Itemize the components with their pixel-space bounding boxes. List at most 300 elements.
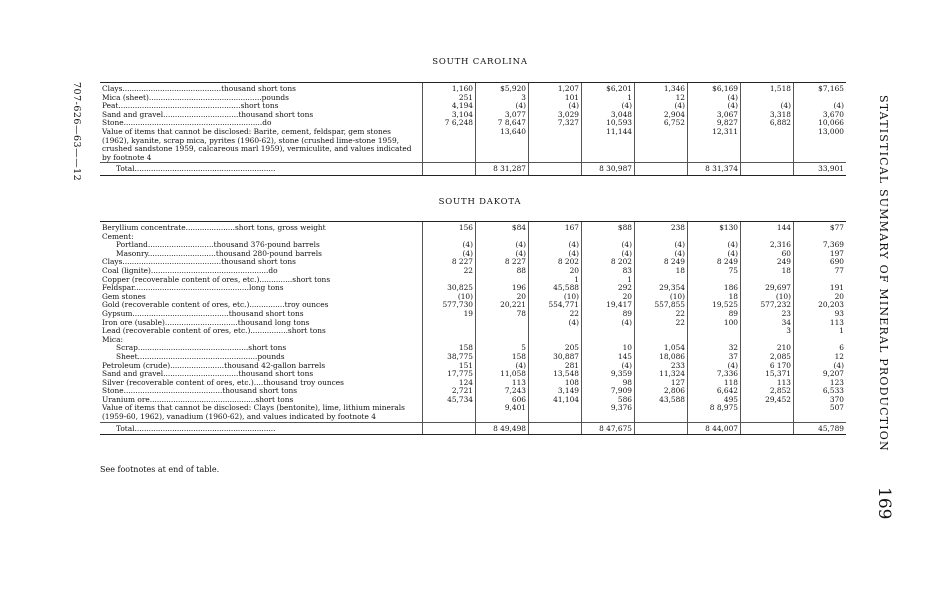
unit-label: short tons bbox=[292, 275, 331, 284]
value-cell: 30,825 bbox=[423, 284, 476, 293]
value-cell: 124 bbox=[423, 379, 476, 388]
value-cell: 8 227 bbox=[423, 258, 476, 267]
value-cell: 127 bbox=[635, 379, 688, 388]
value-cell: (4) bbox=[582, 241, 635, 250]
value-cell: 196 bbox=[476, 284, 529, 293]
value-cell: 118 bbox=[688, 379, 741, 388]
value-cell: $6,201 bbox=[582, 83, 635, 94]
value-cell: 45,588 bbox=[529, 284, 582, 293]
value-cell: 5 bbox=[476, 344, 529, 353]
unit-label: thousand 376-pound barrels bbox=[213, 241, 320, 250]
value-cell: 20 bbox=[794, 293, 847, 302]
value-cell: 145 bbox=[582, 353, 635, 362]
value-cell: 123 bbox=[794, 379, 847, 388]
value-cell: 60 bbox=[741, 250, 794, 259]
row-label bbox=[100, 319, 423, 328]
value-cell: 2,721 bbox=[423, 387, 476, 396]
value-cell: 89 bbox=[688, 310, 741, 319]
total-value-cell: 8 44,007 bbox=[688, 422, 741, 435]
value-cell: 100 bbox=[688, 319, 741, 328]
item-name: Clays bbox=[102, 84, 123, 93]
unit-label: long tons bbox=[248, 284, 284, 293]
value-cell: 2,852 bbox=[741, 387, 794, 396]
total-value-cell bbox=[635, 163, 688, 176]
leader-dots: ................................................. bbox=[133, 284, 249, 293]
value-cell: 2,085 bbox=[741, 353, 794, 362]
row-label bbox=[100, 284, 423, 293]
value-cell: 9,359 bbox=[582, 370, 635, 379]
value-cell: 8 249 bbox=[635, 258, 688, 267]
table-row bbox=[100, 404, 846, 422]
value-cell: 281 bbox=[529, 362, 582, 371]
value-cell: 7 8,647 bbox=[476, 119, 529, 128]
unit-label: short tons, gross weight bbox=[234, 223, 326, 232]
page-number-text: 169 bbox=[874, 487, 894, 520]
total-value-cell bbox=[529, 163, 582, 176]
item-name: Uranium ore bbox=[102, 395, 150, 404]
printer-reference-text: 707-626—63——12 bbox=[71, 82, 82, 182]
value-cell: 495 bbox=[688, 396, 741, 405]
leader-dots: ....................... bbox=[170, 361, 225, 370]
leader-dots: ............................................. bbox=[149, 395, 256, 404]
value-cell: 30,887 bbox=[529, 353, 582, 362]
value-cell: 3,067 bbox=[688, 111, 741, 120]
value-cell: 3,048 bbox=[582, 111, 635, 120]
value-cell: 7,369 bbox=[794, 241, 847, 250]
value-cell: (4) bbox=[582, 102, 635, 111]
value-cell: 11,058 bbox=[476, 370, 529, 379]
item-name: Stone bbox=[102, 387, 124, 396]
section-title-south-carolina: SOUTH CAROLINA bbox=[432, 57, 528, 67]
total-value-cell bbox=[529, 422, 582, 435]
item-name: Lead (recoverable content of ores, etc.) bbox=[102, 327, 251, 336]
value-cell: 1 bbox=[794, 327, 847, 336]
value-cell bbox=[635, 404, 688, 422]
value-cell: 554,771 bbox=[529, 301, 582, 310]
value-cell: (4) bbox=[635, 250, 688, 259]
table-row bbox=[100, 83, 846, 94]
value-cell: 13,640 bbox=[476, 128, 529, 163]
value-cell: 370 bbox=[794, 396, 847, 405]
row-label bbox=[100, 276, 423, 285]
total-label bbox=[100, 422, 423, 435]
value-cell: 186 bbox=[688, 284, 741, 293]
total-row bbox=[100, 163, 846, 176]
row-label bbox=[100, 396, 423, 405]
value-cell: (4) bbox=[635, 241, 688, 250]
value-cell: 12 bbox=[635, 94, 688, 103]
value-cell: 3,318 bbox=[741, 111, 794, 120]
value-cell: 577,730 bbox=[423, 301, 476, 310]
row-label bbox=[100, 111, 423, 120]
table-row bbox=[100, 128, 846, 163]
value-cell: 577,232 bbox=[741, 301, 794, 310]
value-cell: 11,324 bbox=[635, 370, 688, 379]
value-cell: 158 bbox=[476, 353, 529, 362]
unit-label: do bbox=[262, 119, 272, 128]
value-cell: $84 bbox=[476, 222, 529, 233]
row-label bbox=[100, 102, 423, 111]
value-cell bbox=[688, 327, 741, 336]
value-cell: 3,104 bbox=[423, 111, 476, 120]
value-cell bbox=[794, 336, 847, 345]
total-text: Total bbox=[116, 164, 135, 174]
leader-dots: ............................... bbox=[164, 318, 238, 327]
running-head-text: STATISTICAL SUMMARY OF MINERAL PRODUCTION bbox=[877, 95, 890, 452]
unit-label: do bbox=[268, 266, 278, 275]
row-label bbox=[100, 128, 423, 163]
total-label bbox=[100, 163, 423, 176]
value-cell: 3,029 bbox=[529, 111, 582, 120]
value-cell: 18 bbox=[688, 293, 741, 302]
value-cell: 34 bbox=[741, 319, 794, 328]
value-cell: 75 bbox=[688, 267, 741, 276]
row-label bbox=[100, 267, 423, 276]
leader-dots: .......................................... bbox=[123, 387, 223, 396]
value-cell: 29,452 bbox=[741, 396, 794, 405]
value-cell: 8 202 bbox=[582, 258, 635, 267]
total-value-cell: 8 31,374 bbox=[688, 163, 741, 176]
leader-dots: .................................................... bbox=[118, 102, 241, 111]
item-name: Petroleum (crude) bbox=[102, 361, 171, 370]
item-name: Stone bbox=[102, 119, 124, 128]
value-cell: (4) bbox=[688, 250, 741, 259]
value-cell: 606 bbox=[476, 396, 529, 405]
total-value-cell bbox=[423, 163, 476, 176]
value-cell: $7,165 bbox=[794, 83, 847, 94]
value-cell: (4) bbox=[794, 362, 847, 371]
value-cell: 690 bbox=[794, 258, 847, 267]
value-cell: 18 bbox=[635, 267, 688, 276]
value-cell: (4) bbox=[688, 362, 741, 371]
value-cell: 3,670 bbox=[794, 111, 847, 120]
value-cell: (4) bbox=[423, 241, 476, 250]
leader-dots: .................................................. bbox=[150, 266, 269, 275]
leader-dots: .......................................... bbox=[122, 84, 222, 93]
value-cell: 292 bbox=[582, 284, 635, 293]
value-cell: 6,533 bbox=[794, 387, 847, 396]
value-cell: 167 bbox=[529, 222, 582, 233]
item-name: Iron ore (usable) bbox=[102, 318, 165, 327]
value-cell: (4) bbox=[529, 241, 582, 250]
value-cell: 6 170 bbox=[741, 362, 794, 371]
leader-dots: ............................................... bbox=[137, 344, 249, 353]
value-cell: 3,077 bbox=[476, 111, 529, 120]
footnote-reference: See footnotes at end of table. bbox=[100, 465, 220, 474]
row-label bbox=[100, 233, 423, 242]
value-cell bbox=[741, 404, 794, 422]
value-cell: 20 bbox=[476, 293, 529, 302]
value-cell: 32 bbox=[688, 344, 741, 353]
unit-label: thousand short tons bbox=[222, 387, 298, 396]
value-cell: 29,697 bbox=[741, 284, 794, 293]
value-cell: (4) bbox=[476, 102, 529, 111]
unit-label: short tons bbox=[240, 102, 279, 111]
item-name: Scrap bbox=[116, 344, 138, 353]
row-label bbox=[100, 387, 423, 396]
value-cell: 6 bbox=[794, 344, 847, 353]
value-cell bbox=[529, 327, 582, 336]
item-name: Copper (recoverable content of ores, etc.) bbox=[102, 275, 260, 284]
value-cell: 7,909 bbox=[582, 387, 635, 396]
value-cell bbox=[529, 128, 582, 163]
unit-label: thousand 42-gallon barrels bbox=[224, 361, 326, 370]
total-row bbox=[100, 422, 846, 435]
value-cell: 151 bbox=[423, 362, 476, 371]
value-cell: 9,827 bbox=[688, 119, 741, 128]
value-cell: (4) bbox=[635, 102, 688, 111]
row-label bbox=[100, 250, 423, 259]
item-name: Value of items that cannot be disclosed: Clays (bentonite), lime, lithium minerals (1959-60, 1962), vanadium (1960-62), and values indicated by footnote 4 bbox=[102, 404, 405, 422]
value-cell: 6,752 bbox=[635, 119, 688, 128]
value-cell: $5,920 bbox=[476, 83, 529, 94]
value-cell: 11,144 bbox=[582, 128, 635, 163]
value-cell: 4,194 bbox=[423, 102, 476, 111]
value-cell: 1 bbox=[529, 276, 582, 285]
value-cell: $130 bbox=[688, 222, 741, 233]
total-value-cell bbox=[635, 422, 688, 435]
total-value-cell: 8 47,675 bbox=[582, 422, 635, 435]
value-cell: (4) bbox=[423, 250, 476, 259]
value-cell: 1,054 bbox=[635, 344, 688, 353]
leader-dots: ................ bbox=[250, 327, 288, 336]
value-cell: 2,316 bbox=[741, 241, 794, 250]
value-cell: 3 bbox=[741, 327, 794, 336]
value-cell: 113 bbox=[741, 379, 794, 388]
value-cell: 1 bbox=[582, 276, 635, 285]
value-cell bbox=[476, 319, 529, 328]
value-cell: 9,376 bbox=[582, 404, 635, 422]
south-dakota-table bbox=[100, 221, 846, 435]
value-cell: 88 bbox=[476, 267, 529, 276]
unit-label: short tons bbox=[248, 344, 287, 353]
value-cell: 8 227 bbox=[476, 258, 529, 267]
value-cell: (4) bbox=[688, 102, 741, 111]
value-cell: 108 bbox=[529, 379, 582, 388]
leader-dots: ......................................... bbox=[132, 309, 229, 318]
row-label bbox=[100, 353, 423, 362]
unit-label: short tons bbox=[255, 395, 294, 404]
value-cell bbox=[423, 327, 476, 336]
value-cell: 233 bbox=[635, 362, 688, 371]
value-cell: 6,642 bbox=[688, 387, 741, 396]
value-cell: (4) bbox=[582, 250, 635, 259]
value-cell: 2,904 bbox=[635, 111, 688, 120]
item-name: Sand and gravel bbox=[102, 370, 164, 379]
value-cell: (4) bbox=[741, 102, 794, 111]
value-cell: (10) bbox=[529, 293, 582, 302]
value-cell: 78 bbox=[476, 310, 529, 319]
value-cell: (10) bbox=[423, 293, 476, 302]
value-cell: 191 bbox=[794, 284, 847, 293]
total-value-cell bbox=[423, 422, 476, 435]
page-number bbox=[874, 487, 900, 527]
value-cell: 7,243 bbox=[476, 387, 529, 396]
row-label bbox=[100, 344, 423, 353]
value-cell: (4) bbox=[476, 250, 529, 259]
leader-dots: ................................ bbox=[163, 110, 239, 119]
leader-dots: ..................... bbox=[185, 223, 235, 232]
item-name: Cement: bbox=[102, 232, 134, 241]
value-cell: 1,346 bbox=[635, 83, 688, 94]
value-cell bbox=[741, 128, 794, 163]
value-cell: 7 6,248 bbox=[423, 119, 476, 128]
leader-dots: ............................................................ bbox=[134, 164, 276, 174]
value-cell: 77 bbox=[794, 267, 847, 276]
value-cell: (10) bbox=[741, 293, 794, 302]
value-cell: 249 bbox=[741, 258, 794, 267]
value-cell: 10 bbox=[582, 344, 635, 353]
unit-label: thousand short tons bbox=[221, 84, 296, 93]
value-cell: (4) bbox=[582, 362, 635, 371]
value-cell: 197 bbox=[794, 250, 847, 259]
value-cell: 17,775 bbox=[423, 370, 476, 379]
value-cell: 12,311 bbox=[688, 128, 741, 163]
value-cell: 3,149 bbox=[529, 387, 582, 396]
value-cell: 3 bbox=[476, 94, 529, 103]
value-cell: 13,548 bbox=[529, 370, 582, 379]
row-label bbox=[100, 301, 423, 310]
value-cell: 251 bbox=[423, 94, 476, 103]
value-cell: 101 bbox=[529, 94, 582, 103]
row-label bbox=[100, 310, 423, 319]
value-cell: $6,169 bbox=[688, 83, 741, 94]
item-name: Portland bbox=[116, 241, 148, 250]
value-cell: 8 202 bbox=[529, 258, 582, 267]
value-cell: 113 bbox=[476, 379, 529, 388]
value-cell: (4) bbox=[529, 102, 582, 111]
leader-dots: ................................ bbox=[163, 370, 239, 379]
total-text: Total bbox=[116, 423, 135, 433]
leader-dots: .......................................... bbox=[122, 258, 222, 267]
value-cell: 43,588 bbox=[635, 396, 688, 405]
value-cell: 12 bbox=[794, 353, 847, 362]
value-cell: 22 bbox=[635, 310, 688, 319]
row-label bbox=[100, 83, 423, 94]
unit-label: thousand short tons bbox=[238, 370, 314, 379]
value-cell bbox=[635, 327, 688, 336]
item-name: Clays bbox=[102, 258, 123, 267]
unit-label: troy ounces bbox=[284, 301, 329, 310]
running-head bbox=[872, 95, 902, 520]
table-row bbox=[100, 267, 846, 276]
value-cell: 8 8,975 bbox=[688, 404, 741, 422]
value-cell: 18 bbox=[741, 267, 794, 276]
value-cell: 1,160 bbox=[423, 83, 476, 94]
leader-dots: ........................................................... bbox=[123, 119, 263, 128]
item-name: Beryllium concentrate bbox=[102, 223, 186, 232]
value-cell: 10,066 bbox=[794, 119, 847, 128]
value-cell: (4) bbox=[529, 319, 582, 328]
value-cell: 93 bbox=[794, 310, 847, 319]
value-cell: 22 bbox=[529, 310, 582, 319]
unit-label: short tons bbox=[287, 327, 326, 336]
value-cell: 557,855 bbox=[635, 301, 688, 310]
table-row bbox=[100, 327, 846, 336]
value-cell: 22 bbox=[423, 267, 476, 276]
leader-dots: ............................ bbox=[147, 241, 214, 250]
value-cell: (10) bbox=[635, 293, 688, 302]
value-cell: 83 bbox=[582, 267, 635, 276]
unit-label: thousand short tons bbox=[221, 258, 296, 267]
value-cell: 210 bbox=[741, 344, 794, 353]
item-name: Silver (recoverable content of ores, etc.) bbox=[102, 378, 254, 387]
value-cell: 19,525 bbox=[688, 301, 741, 310]
leader-dots: .............. bbox=[259, 275, 293, 284]
value-cell: 10,593 bbox=[582, 119, 635, 128]
row-label bbox=[100, 362, 423, 371]
total-value-cell bbox=[741, 422, 794, 435]
leader-dots: ................................................... bbox=[137, 352, 258, 361]
total-value-cell: 8 49,498 bbox=[476, 422, 529, 435]
printer-reference bbox=[70, 82, 90, 202]
table-row bbox=[100, 319, 846, 328]
value-cell: 158 bbox=[423, 344, 476, 353]
value-cell: 98 bbox=[582, 379, 635, 388]
item-name: Peat bbox=[102, 102, 119, 111]
unit-label: thousand short tons bbox=[238, 110, 314, 119]
value-cell: (4) bbox=[476, 241, 529, 250]
value-cell: 38,775 bbox=[423, 353, 476, 362]
value-cell: 19 bbox=[423, 310, 476, 319]
item-name: Gem stones bbox=[102, 292, 146, 301]
leader-dots: ................................................ bbox=[148, 93, 262, 102]
value-cell: 20,221 bbox=[476, 301, 529, 310]
value-cell: 15,371 bbox=[741, 370, 794, 379]
value-cell: 29,354 bbox=[635, 284, 688, 293]
item-name: Feldspar bbox=[102, 284, 134, 293]
item-name: Mica (sheet) bbox=[102, 93, 149, 102]
value-cell: 238 bbox=[635, 222, 688, 233]
unit-label: pounds bbox=[257, 352, 285, 361]
value-cell: 45,734 bbox=[423, 396, 476, 405]
value-cell: 1 bbox=[582, 94, 635, 103]
section-title-south-dakota: SOUTH DAKOTA bbox=[438, 197, 522, 207]
value-cell: 2,806 bbox=[635, 387, 688, 396]
value-cell: 7,327 bbox=[529, 119, 582, 128]
value-cell: (4) bbox=[529, 250, 582, 259]
value-cell: 13,000 bbox=[794, 128, 847, 163]
value-cell bbox=[529, 404, 582, 422]
value-cell: 205 bbox=[529, 344, 582, 353]
total-value-cell: 45,789 bbox=[794, 422, 847, 435]
total-value-cell: 33,901 bbox=[794, 163, 847, 176]
value-cell bbox=[476, 327, 529, 336]
total-value-cell: 8 31,287 bbox=[476, 163, 529, 176]
value-cell: 1,518 bbox=[741, 83, 794, 94]
item-name: Gypsum bbox=[102, 309, 133, 318]
row-label bbox=[100, 293, 423, 302]
value-cell: 22 bbox=[635, 319, 688, 328]
row-label bbox=[100, 336, 423, 345]
value-cell: 8 249 bbox=[688, 258, 741, 267]
value-cell: 37 bbox=[688, 353, 741, 362]
item-name: Coal (lignite) bbox=[102, 266, 151, 275]
value-cell: $88 bbox=[582, 222, 635, 233]
value-cell: (4) bbox=[794, 102, 847, 111]
value-cell bbox=[423, 128, 476, 163]
value-cell: 20 bbox=[529, 267, 582, 276]
value-cell: (4) bbox=[582, 319, 635, 328]
row-label bbox=[100, 379, 423, 388]
unit-label: thousand troy ounces bbox=[263, 378, 344, 387]
value-cell: 23 bbox=[741, 310, 794, 319]
leader-dots: .... bbox=[253, 378, 264, 387]
unit-label: thousand short tons bbox=[228, 309, 304, 318]
row-label bbox=[100, 119, 423, 128]
row-label bbox=[100, 241, 423, 250]
item-name: Masonry bbox=[116, 249, 148, 258]
